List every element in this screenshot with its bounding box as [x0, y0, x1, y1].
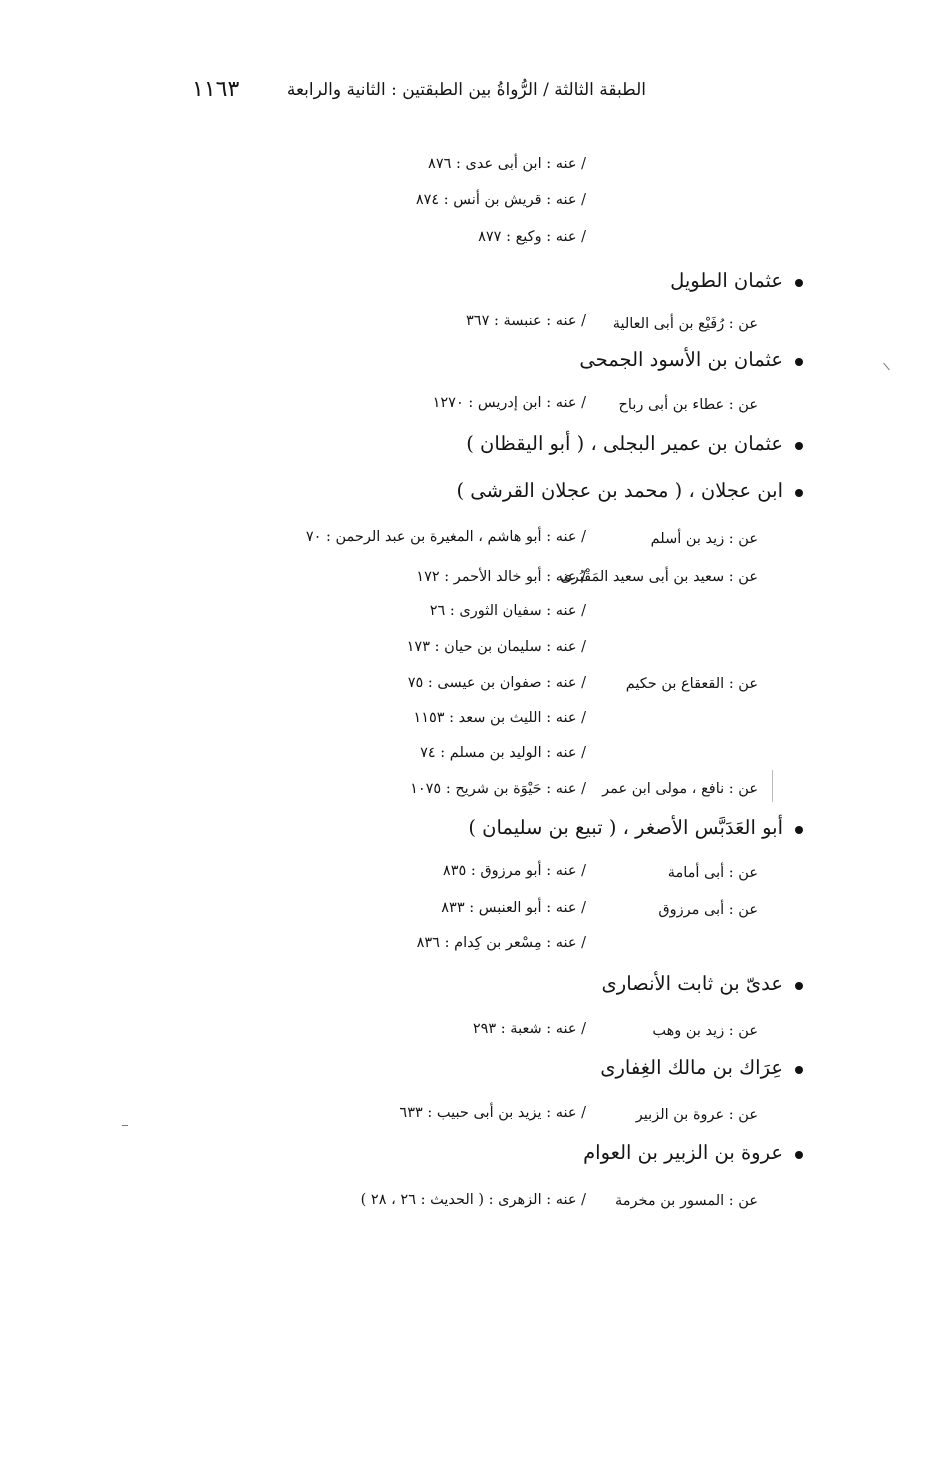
entry-bullet — [795, 826, 803, 834]
by-narrator: / عنه : مِسْعر بن كِدام : ٨٣٦ — [416, 935, 586, 951]
by-narrator: / عنه : عنبسة : ٣٦٧ — [466, 313, 586, 329]
scan-mark — [122, 1125, 128, 1126]
from-narrator: عن : عطاء بن أبى رباح — [618, 397, 758, 413]
by-narrator: / عنه : شعبة : ٢٩٣ — [472, 1021, 586, 1037]
continuation-line: / عنه : ابن أبى عدى : ٨٧٦ — [428, 156, 586, 172]
from-narrator: عن : زيد بن أسلم — [650, 531, 758, 547]
page-number: ١١٦٣ — [192, 77, 240, 102]
narrator-name: عدىّ بن ثابت الأنصارى — [601, 972, 783, 995]
by-narrator: / عنه : سفيان الثورى : ٢٦ — [429, 603, 586, 619]
narrator-name: ابن عجلان ، ( محمد بن عجلان القرشى ) — [456, 479, 783, 502]
by-narrator: / عنه : أبو هاشم ، المغيرة بن عبد الرحمن : ٧٠ — [305, 529, 586, 545]
continuation-line: / عنه : وكيع : ٨٧٧ — [478, 229, 586, 245]
narrator-name: عثمان بن عمير البجلى ، ( أبو اليقظان ) — [466, 432, 783, 455]
entry-bullet — [795, 489, 803, 497]
by-narrator: / عنه : حَيْوَة بن شريح : ١٠٧٥ — [410, 781, 586, 797]
narrator-name: عِرَاك بن مالك الغِفارى — [600, 1056, 783, 1079]
entry-bullet — [795, 1151, 803, 1159]
by-narrator: / عنه : ابن إدريس : ١٢٧٠ — [432, 395, 586, 411]
from-narrator: عن : زيد بن وهب — [652, 1023, 758, 1039]
by-narrator: / عنه : يزيد بن أبى حبيب : ٦٣٣ — [399, 1105, 586, 1121]
by-narrator: / عنه : أبو خالد الأحمر : ١٧٢ — [416, 569, 586, 585]
narrator-name: أبو العَدَبَّس الأصغر ، ( تبيع بن سليمان ) — [468, 816, 783, 839]
entry-bullet — [795, 982, 803, 990]
from-narrator: عن : رُفَيْع بن أبى العالية — [612, 316, 758, 332]
scan-mark — [883, 363, 890, 371]
from-narrator: عن : عروة بن الزبير — [635, 1107, 758, 1123]
from-narrator: عن : القعقاع بن حكيم — [625, 676, 758, 692]
narrator-name: عثمان بن الأسود الجمحى — [579, 348, 783, 371]
from-narrator: عن : المسور بن مخرمة — [614, 1193, 758, 1209]
by-narrator: / عنه : سليمان بن حيان : ١٧٣ — [406, 639, 586, 655]
entry-bullet — [795, 442, 803, 450]
entry-bullet — [795, 358, 803, 366]
from-narrator: عن : سعيد بن أبى سعيد المَقْبُرى — [560, 569, 758, 585]
from-narrator: عن : نافع ، مولى ابن عمر — [602, 781, 758, 797]
continuation-line: / عنه : قريش بن أنس : ٨٧٤ — [415, 192, 586, 208]
by-narrator: / عنه : أبو مرزوق : ٨٣٥ — [442, 863, 586, 879]
by-narrator: / عنه : الوليد بن مسلم : ٧٤ — [420, 745, 586, 761]
running-title: الطبقة الثالثة / الرُّواةُ بين الطبقتين : الثانية والرابعة — [286, 80, 646, 100]
entry-bullet — [795, 1066, 803, 1074]
by-narrator: / عنه : الليث بن سعد : ١١٥٣ — [413, 710, 586, 726]
by-narrator: / عنه : الزهرى : ( الحديث : ٢٦ ، ٢٨ ) — [360, 1192, 586, 1208]
narrator-name: عثمان الطويل — [670, 269, 783, 292]
narrator-name: عروة بن الزبير بن العوام — [583, 1141, 783, 1164]
entry-bullet — [795, 279, 803, 287]
scan-mark — [772, 770, 773, 802]
from-narrator: عن : أبى مرزوق — [658, 902, 758, 918]
by-narrator: / عنه : صفوان بن عيسى : ٧٥ — [407, 675, 586, 691]
by-narrator: / عنه : أبو العنبس : ٨٣٣ — [441, 900, 586, 916]
from-narrator: عن : أبى أمامة — [667, 865, 758, 881]
